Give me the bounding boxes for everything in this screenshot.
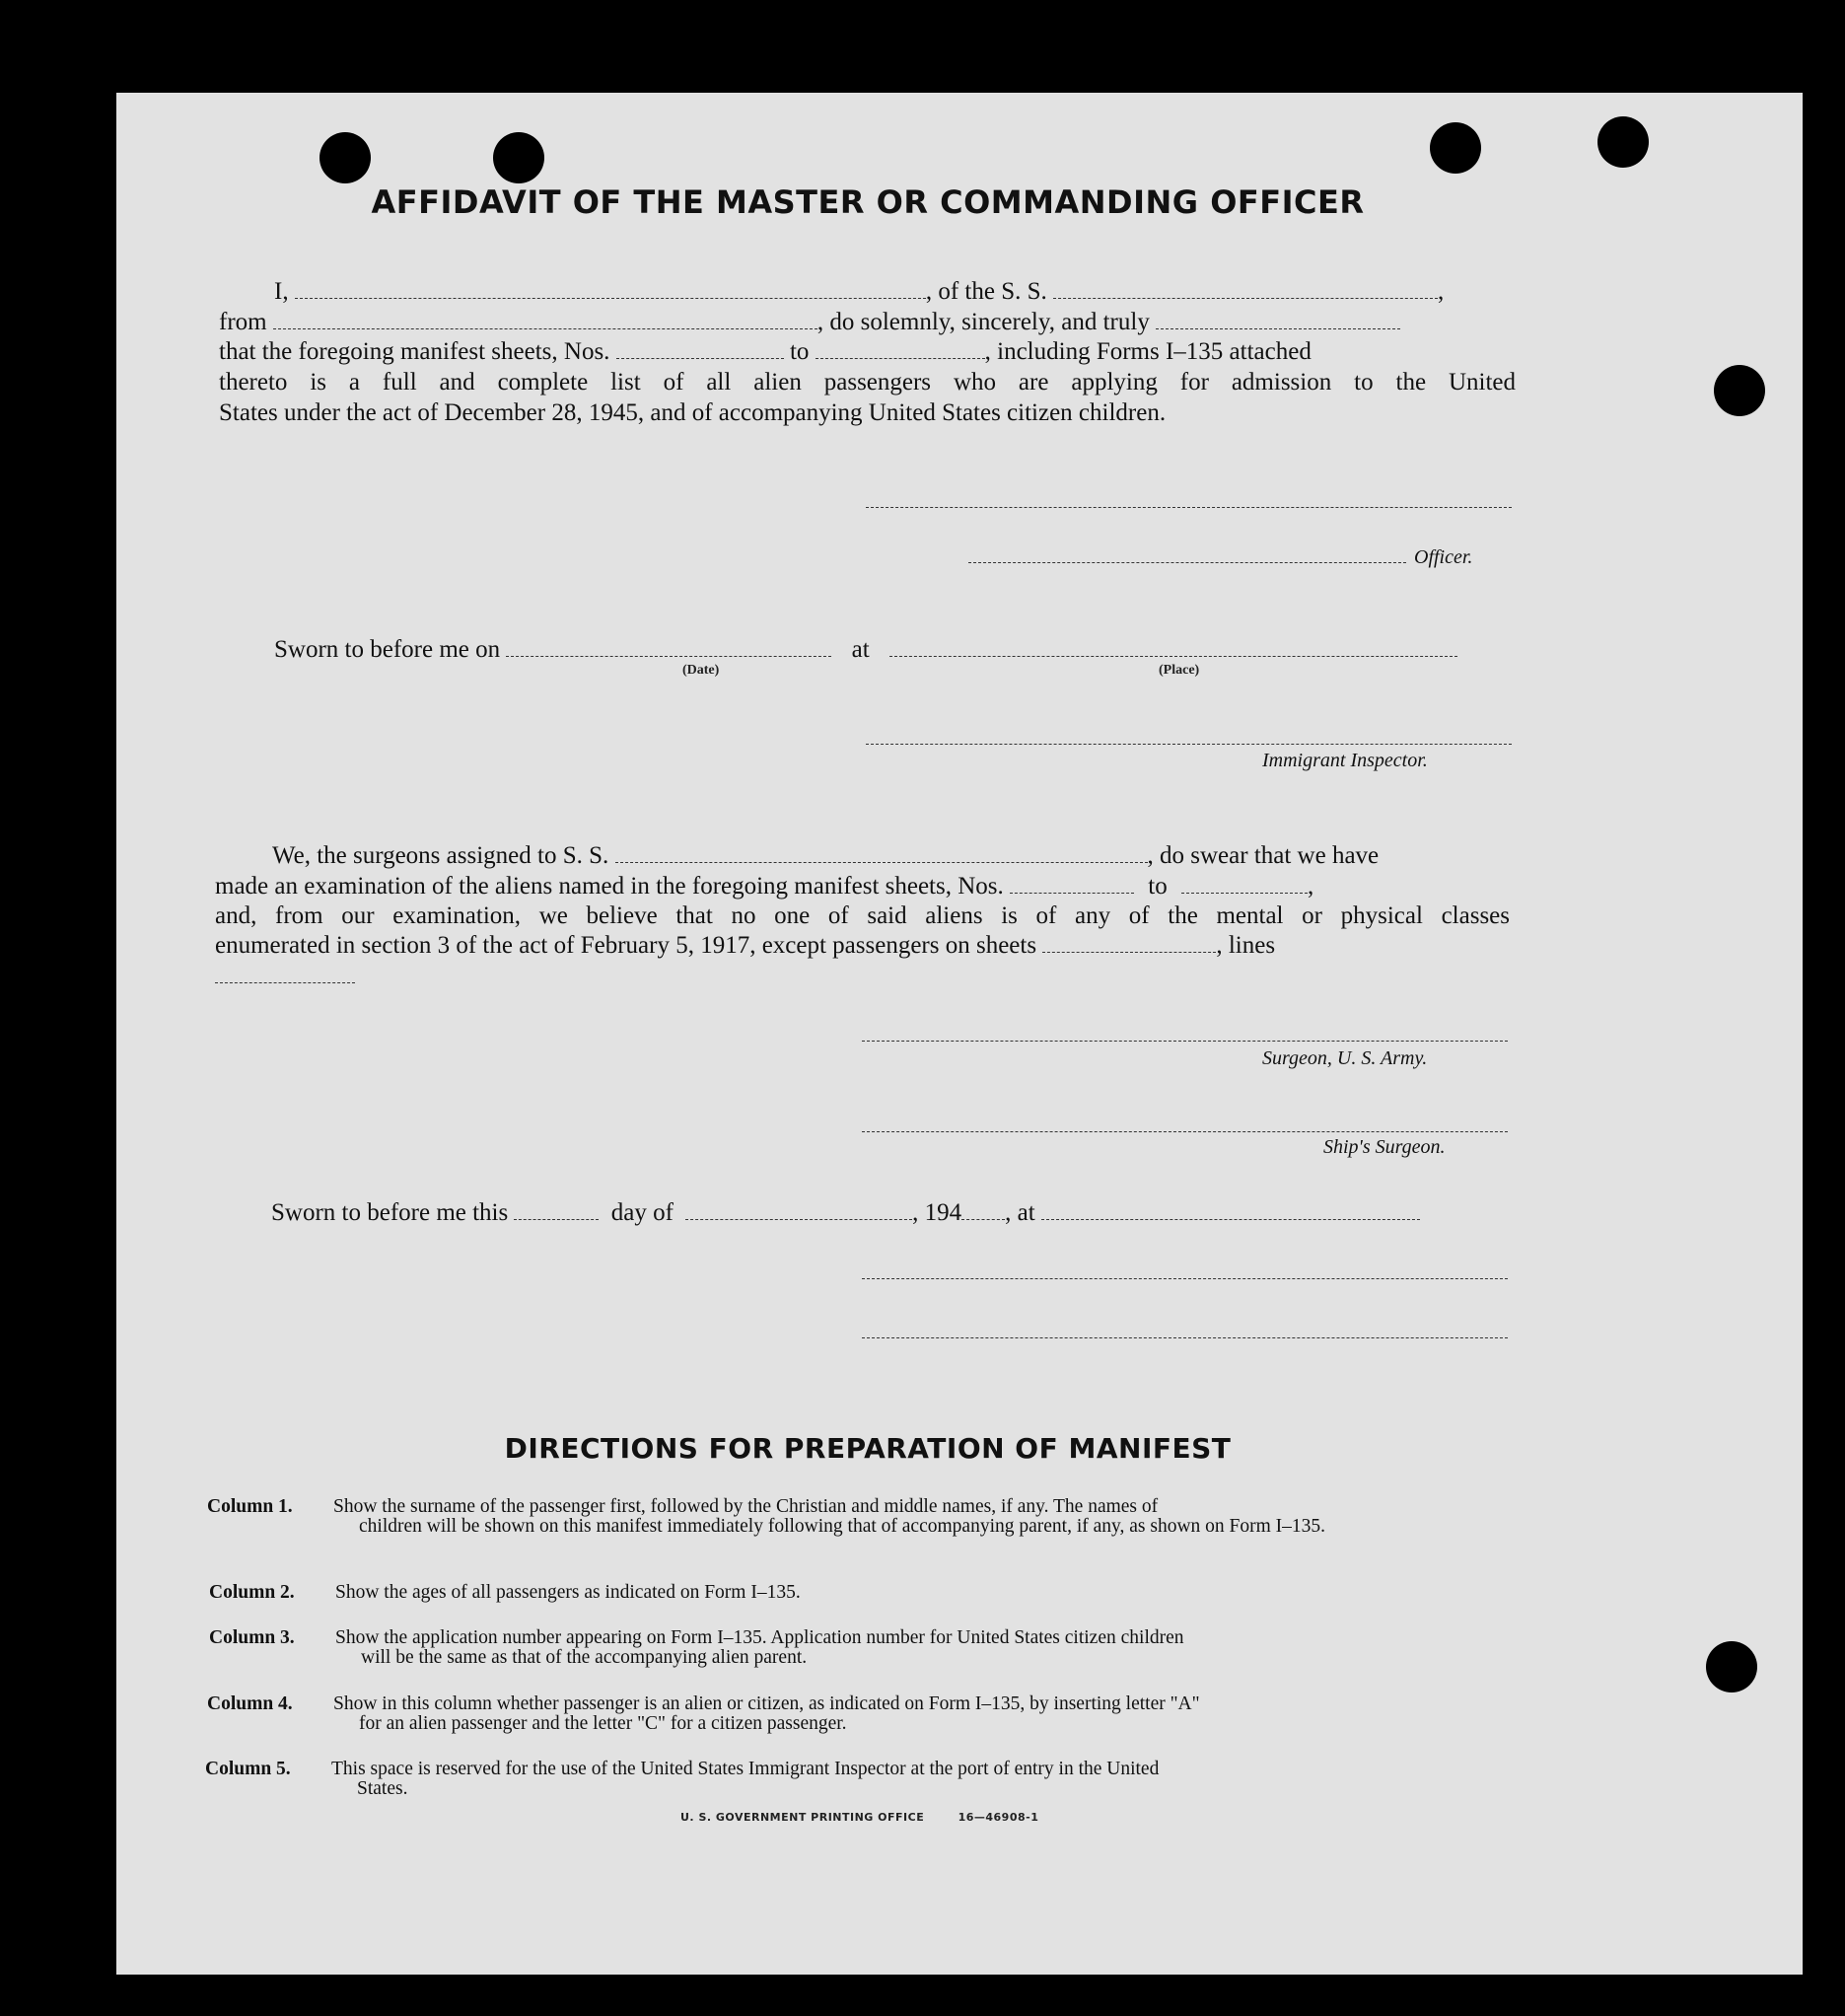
column-label: Column 4. [207, 1693, 293, 1714]
text-enumerated: enumerated in section 3 of the act of February 5, 1917, except passengers on sheets [215, 932, 1037, 959]
text-at: at [851, 636, 870, 663]
text-day-of: day of [610, 1199, 674, 1226]
direction-column-1 [207, 1497, 1509, 1537]
sworn-line-2 [271, 1197, 1420, 1228]
text-to: to [789, 338, 810, 365]
ship-name-field[interactable] [1053, 280, 1438, 299]
officer-signature-line[interactable] [866, 507, 1512, 508]
printer-name: U. S. GOVERNMENT PRINTING OFFICE [680, 1811, 925, 1824]
text-sworn-this: Sworn to before me this [271, 1199, 509, 1226]
direction-text-cont: States. [357, 1778, 408, 1799]
punch-hole [319, 132, 371, 183]
punch-hole [1597, 116, 1649, 168]
army-surgeon-label: Surgeon, U. S. Army. [1262, 1047, 1428, 1069]
direction-column-4 [207, 1694, 1509, 1734]
surgeon-sheet-to-field[interactable] [1181, 875, 1308, 894]
punch-hole [493, 132, 544, 183]
sworn2-place-field[interactable] [1041, 1201, 1420, 1220]
directions-title: DIRECTIONS FOR PREPARATION OF MANIFEST [504, 1432, 1232, 1465]
affidavit-line-3 [219, 336, 1312, 367]
direction-text-cont: will be the same as that of the accompanying alien parent. [361, 1647, 808, 1668]
sworn-date-field[interactable] [506, 638, 831, 657]
text-comma: , [1438, 278, 1445, 305]
text-i: I, [274, 278, 289, 305]
sworn-day-field[interactable] [514, 1201, 599, 1220]
affidavit-line-5: States under the act of December 28, 1945, and of accompanying United States citizen children. [219, 399, 1167, 426]
direction-text: Show the ages of all passengers as indicated on Form I–135. [335, 1582, 801, 1603]
exception-lines-field[interactable] [215, 982, 355, 983]
direction-text: This space is reserved for the use of the United States Immigrant Inspector at the port of entry in the United [331, 1759, 1160, 1779]
punch-hole [1706, 1641, 1757, 1692]
affidavit-line-4: thereto is a full and complete list of all alien passengers who are applying for admission to the United [219, 369, 1516, 396]
sheet-no-to-field[interactable] [816, 340, 985, 359]
sworn2-title-line[interactable] [862, 1337, 1508, 1338]
text-from: from [219, 309, 267, 335]
army-surgeon-signature-line[interactable] [862, 1041, 1508, 1042]
oath-field[interactable] [1156, 311, 1400, 329]
sworn-place-field[interactable] [889, 638, 1457, 657]
date-caption: (Date) [682, 663, 720, 678]
sworn-year-field[interactable] [961, 1201, 1005, 1220]
column-label: Column 3. [209, 1627, 295, 1648]
place-caption: (Place) [1159, 663, 1200, 678]
text-solemnly: , do solemnly, sincerely, and truly [816, 309, 1150, 335]
affidavit-title: AFFIDAVIT OF THE MASTER OR COMMANDING OFFICER [371, 183, 1365, 221]
text-surgeons-assigned: We, the surgeons assigned to S. S. [272, 842, 609, 869]
surgeons-line-2 [215, 871, 1313, 901]
direction-text: Show the application number appearing on Form I–135. Application number for United States citizen children [335, 1627, 1184, 1648]
direction-text-cont: for an alien passenger and the letter "C" for a citizen passenger. [359, 1713, 847, 1734]
text-manifest-nos: that the foregoing manifest sheets, Nos. [219, 338, 610, 365]
text-comma: , [1307, 873, 1314, 900]
sworn2-signature-line[interactable] [862, 1278, 1508, 1279]
punch-hole [1430, 122, 1481, 174]
column-label: Column 5. [205, 1759, 291, 1779]
surgeon-ship-field[interactable] [615, 844, 1148, 863]
text-examination: made an examination of the aliens named in the foregoing manifest sheets, Nos. [215, 873, 1004, 900]
direction-column-2 [209, 1583, 1511, 1603]
text-at: , at [1005, 1199, 1035, 1226]
ship-surgeon-label: Ship's Surgeon. [1323, 1136, 1446, 1158]
sheet-no-from-field[interactable] [616, 340, 784, 359]
affidavit-line-1 [274, 276, 1515, 307]
exception-sheets-field[interactable] [1042, 934, 1216, 953]
text-do-swear: , do swear that we have [1147, 842, 1380, 869]
text-lines: , lines [1216, 932, 1276, 959]
form-code: 16—46908-1 [958, 1811, 1039, 1824]
affidavit-line-2 [219, 307, 1400, 337]
surgeons-line-1 [272, 840, 1379, 871]
surgeon-sheet-from-field[interactable] [1010, 875, 1134, 894]
text-sworn-on: Sworn to before me on [274, 636, 501, 663]
sworn-line-1 [274, 634, 1457, 665]
direction-text-cont: children will be shown on this manifest immediately following that of accompanying parent, if any, as shown on Form I–135. [359, 1516, 1326, 1537]
officer-title-line[interactable] [968, 562, 1406, 563]
text-to: to [1148, 873, 1168, 900]
surgeons-line-4 [215, 930, 1275, 961]
surgeons-line-3: and, from our examination, we believe that no one of said aliens is of any of the mental or physical classes [215, 902, 1510, 929]
inspector-label: Immigrant Inspector. [1262, 750, 1428, 771]
inspector-signature-line[interactable] [866, 744, 1512, 745]
officer-label: Officer. [1414, 546, 1473, 568]
sworn-month-field[interactable] [685, 1201, 912, 1220]
punch-hole [1714, 365, 1765, 416]
column-label: Column 1. [207, 1496, 293, 1517]
ship-surgeon-signature-line[interactable] [862, 1131, 1508, 1132]
text-of-ss: , of the S. S. [925, 278, 1047, 305]
direction-column-3 [209, 1628, 1511, 1668]
text-including-forms: , including Forms I–135 attached [984, 338, 1312, 365]
direction-column-5 [205, 1760, 1507, 1799]
text-194: , 194 [912, 1199, 962, 1226]
master-name-field[interactable] [295, 280, 926, 299]
printer-footer [680, 1811, 1038, 1824]
column-label: Column 2. [209, 1582, 295, 1603]
direction-text: Show the surname of the passenger first, followed by the Christian and middle names, if any. The names of [333, 1496, 1159, 1517]
from-port-field[interactable] [273, 311, 817, 329]
direction-text: Show in this column whether passenger is an alien or citizen, as indicated on Form I–135, by inserting letter "A" [333, 1693, 1200, 1714]
